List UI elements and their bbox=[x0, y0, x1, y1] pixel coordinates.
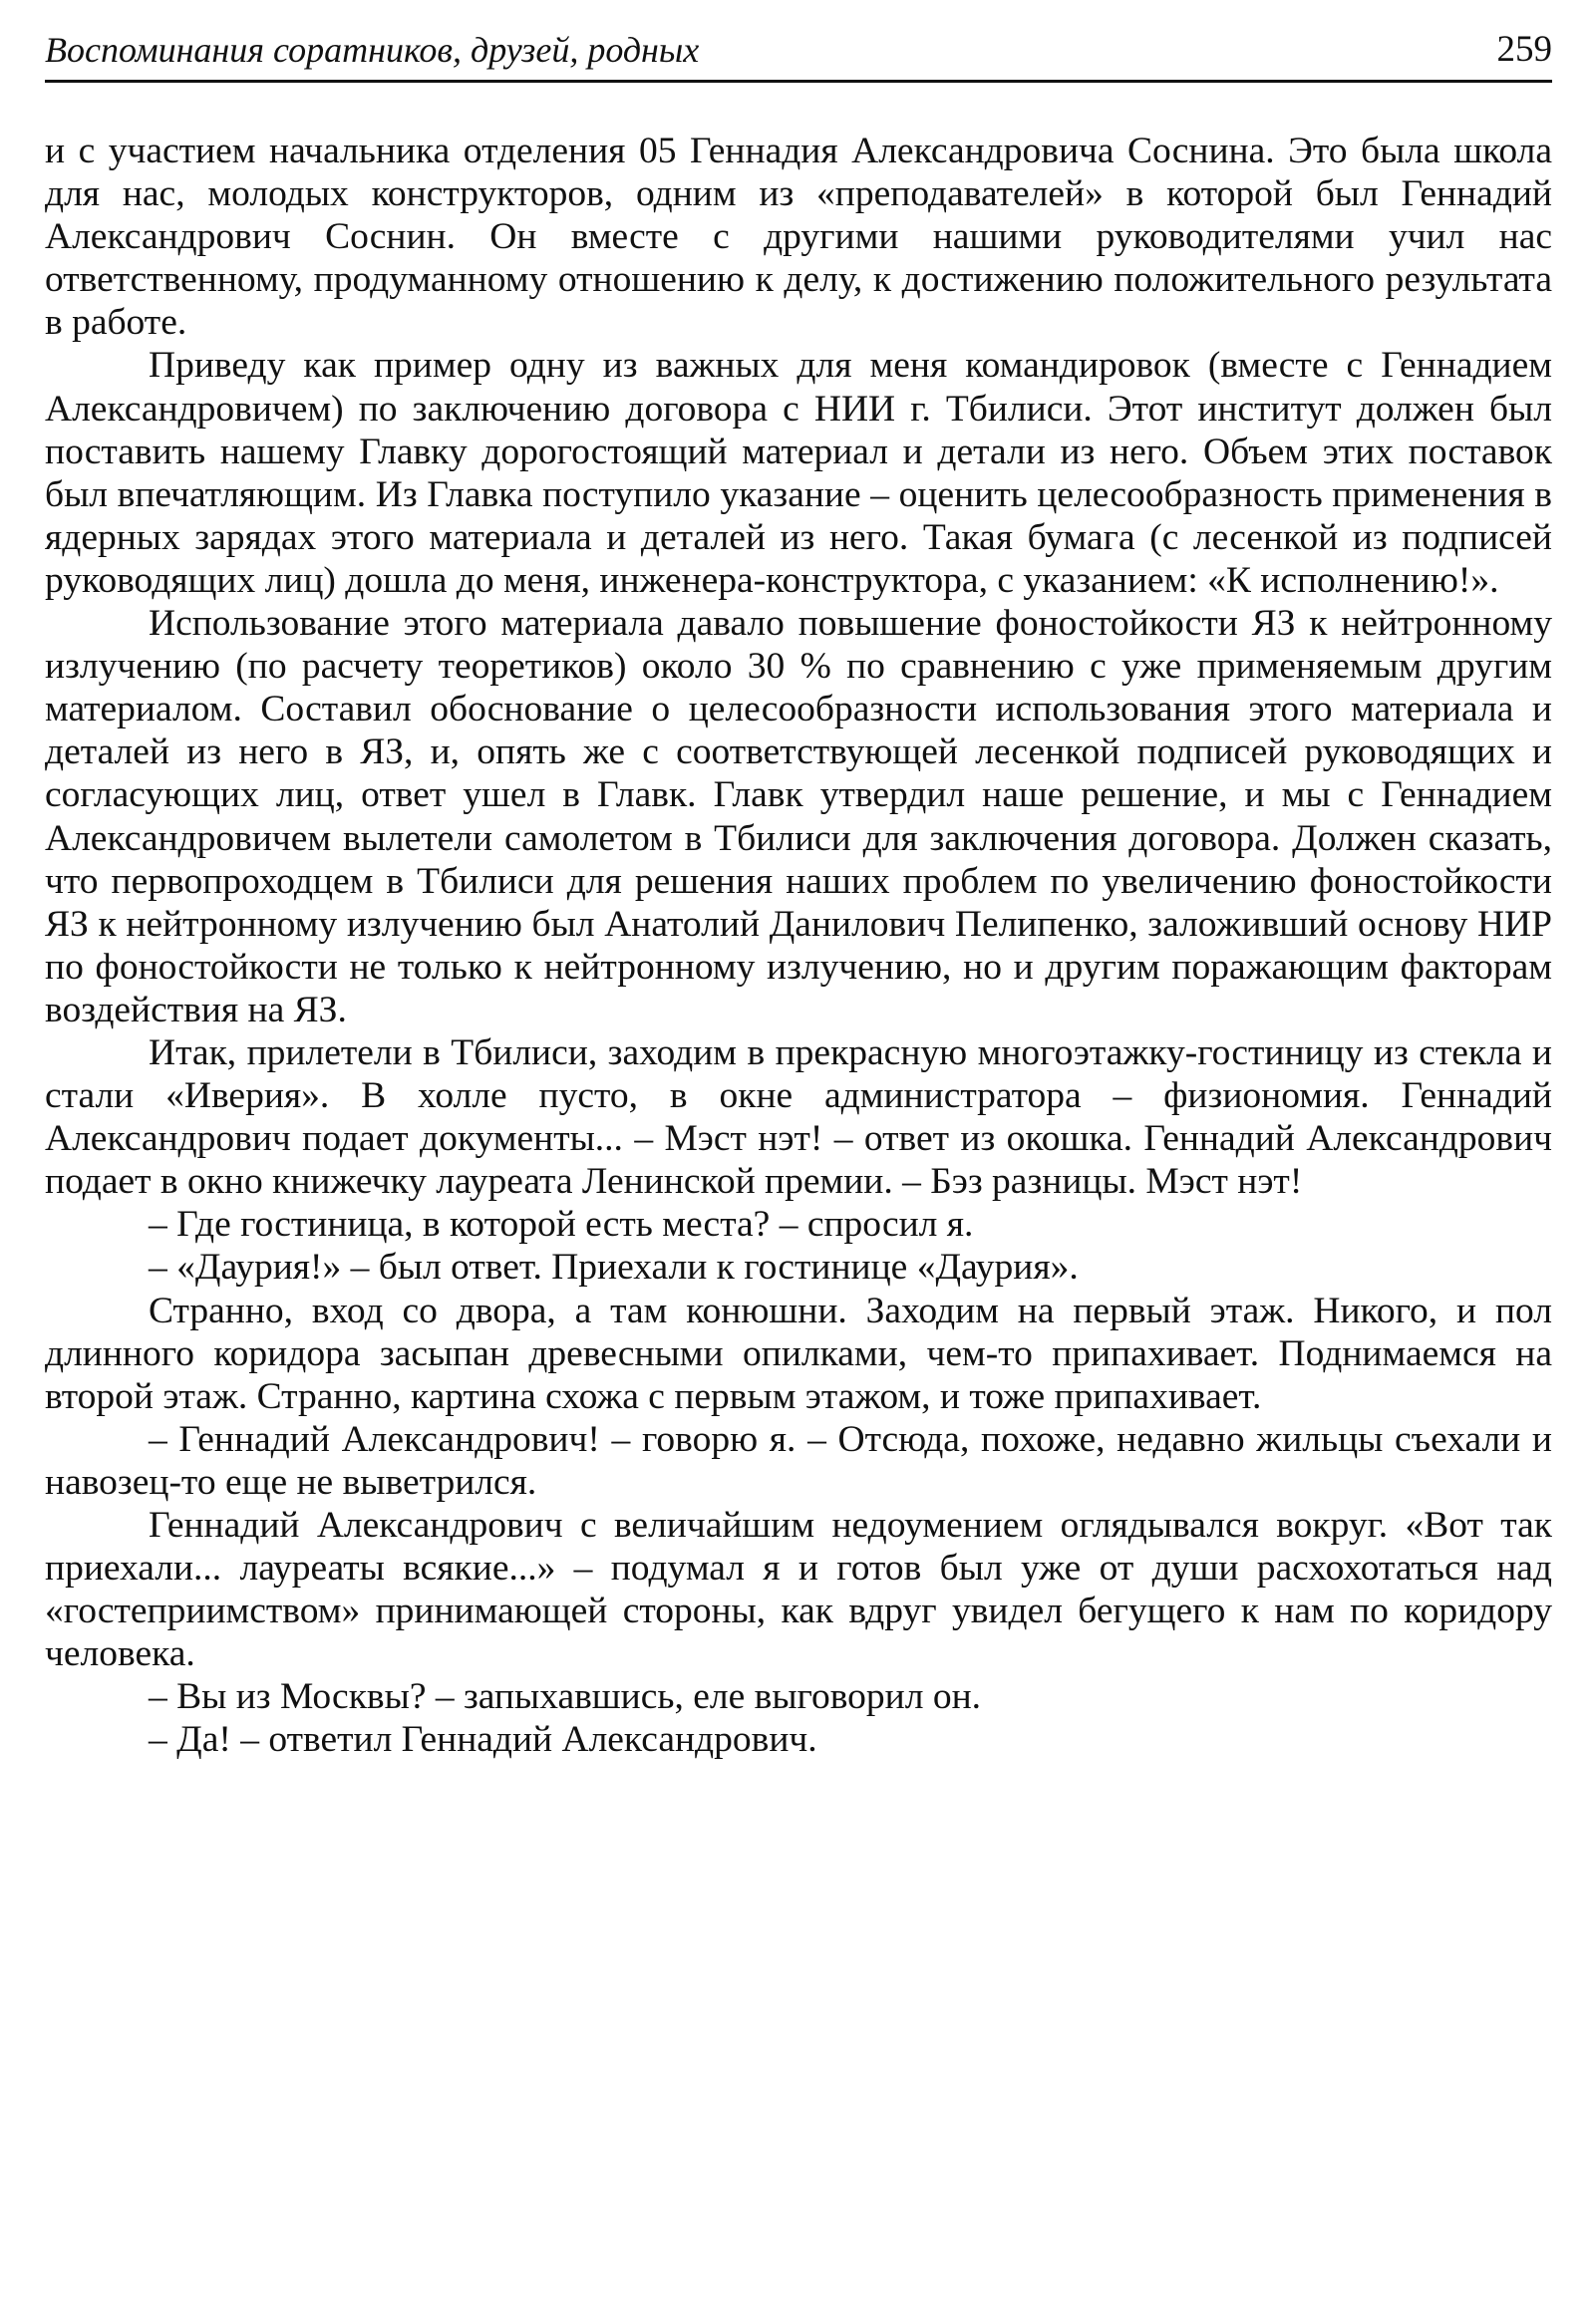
paragraph-arrival-tbilisi: Итак, прилетели в Тбилиси, заходим в прекрасную многоэтажку-гостиницу из стекла и стали «Иверия». В холле пусто, в окне администратора – физиономия. Геннадий Александрович подает документы... – Мэст нэт! – ответ из окошка. Геннадий Александрович подает в окно книжечку лауреата Ленинской премии. – Бэз разницы. Мэст нэт! bbox=[45, 1031, 1552, 1203]
header-rule bbox=[45, 80, 1552, 83]
body-text bbox=[45, 130, 1552, 1762]
dialogue-line: – «Даурия!» – был ответ. Приехали к гостинице «Даурия». bbox=[149, 1247, 1079, 1289]
dialogue-line: – Вы из Москвы? – запыхавшись, еле выговорил он. bbox=[149, 1676, 982, 1718]
running-head bbox=[45, 24, 1552, 74]
dialogue-line: – Где гостиница, в которой есть места? – спросил я. bbox=[149, 1204, 974, 1246]
paragraph-material-use: Использование этого материала давало повышение фоностойкости ЯЗ к нейтронному излучению (по расчету теоретиков) около 30 % по сравнению с уже применяемым другим материалом. Составил обоснование о целесообразности использования этого материала и деталей из него в ЯЗ, и, опять же с соответствующей лесенкой подписей руководящих и согласующих лиц, ответ ушел в Главк. Главк утвердил наше решение, и мы с Геннадием Александровичем вылетели самолетом в Тбилиси для заключения договора. Должен сказать, что первопроходцем в Тбилиси для решения наших проблем по увеличению фоностойкости ЯЗ к нейтронному излучению был Анатолий Данилович Пелипенко, заложивший основу НИР по фоностойкости не только к нейтронному излучению, но и другим поражающим факторам воздействия на ЯЗ. bbox=[45, 603, 1552, 1030]
page-number: 259 bbox=[1496, 29, 1552, 70]
paragraph-hotel-dauria: Странно, вход со двора, а там конюшни. Заходим на первый этаж. Никого, и пол длинного коридора засыпан древесными опилками, чем-то припахивает. Поднимаемся на второй этаж. Странно, картина схожа с первым этажом, и тоже припахивает. bbox=[45, 1290, 1552, 1417]
dialogue-line: – Да! – ответил Геннадий Александрович. bbox=[149, 1719, 817, 1761]
dialogue-line: – Геннадий Александрович! – говорю я. – Отсюда, похоже, недавно жильцы съехали и навозец-то еще не выветрился. bbox=[45, 1418, 1552, 1503]
paragraph-business-trip: Приведу как пример одну из важных для меня командировок (вместе с Геннадием Александровичем) по заключению договора с НИИ г. Тбилиси. Этот институт должен был поставить нашему Главку дорогостоящий материал и детали из него. Объем этих поставок был впечатляющим. Из Главка поступило указание – оценить целесообразность применения в ядерных зарядах этого материала и деталей из него. Такая бумага (с лесенкой из подписей руководящих лиц) дошла до меня, инженера-конструктора, с указанием: «К исполнению!». bbox=[45, 345, 1552, 601]
paragraph-bewilderment: Геннадий Александрович с величайшим недоумением оглядывался вокруг. «Вот так приехали... лауреаты всякие...» – подумал я и готов был уже от души расхохотаться над «гостеприимством» принимающей стороны, как вдруг увидел бегущего к нам по коридору человека. bbox=[45, 1505, 1552, 1675]
paragraph-continuation: и с участием начальника отделения 05 Геннадия Александровича Соснина. Это была школа для нас, молодых конструкторов, одним из «преподавателей» в которой был Геннадий Александрович Соснин. Он вместе с другими нашими руководителями учил нас ответственному, продуманному отношению к делу, к достижению положительного результата в работе. bbox=[45, 131, 1552, 344]
running-title: Воспоминания соратников, друзей, родных bbox=[45, 30, 700, 70]
